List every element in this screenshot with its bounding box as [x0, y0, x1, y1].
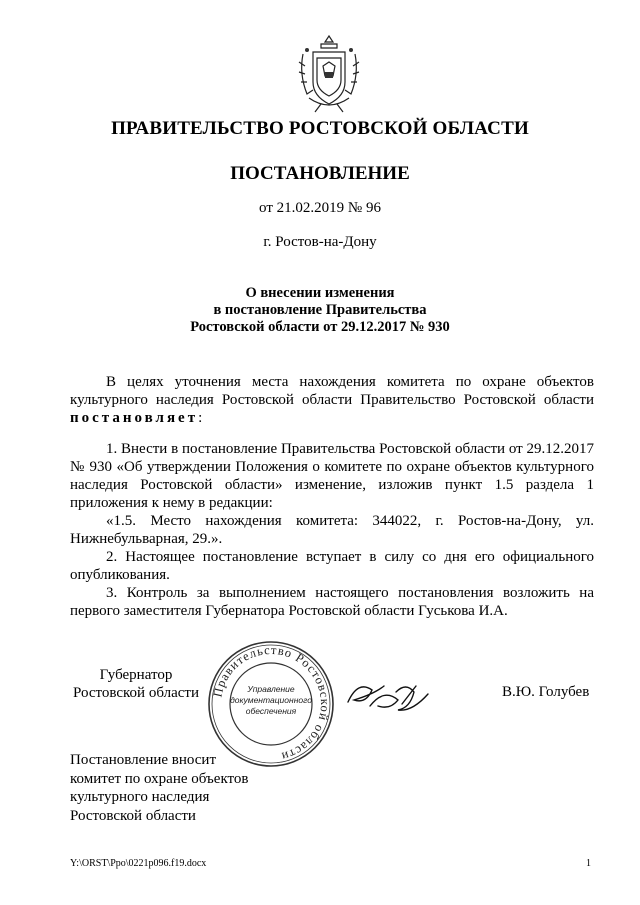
- item-2-text: 2. Настоящее постановление вступает в силу со дня его официального опубликования.: [70, 549, 594, 583]
- item-3-text: 3. Контроль за выполнением настоящего постановления возложить на первого заместителя Губернатора Ростовской области Гуськова И.А.: [70, 585, 594, 619]
- intro-text: В целях уточнения места нахождения комитета по охране объектов культурного наследия Ростовской области Правительство Ростовской области: [70, 374, 594, 408]
- item-1-quote-text: «1.5. Место нахождения комитета: 344022, г. Ростов-на-Дону, ул. Нижнебульварная, 29.».: [70, 513, 594, 547]
- note-line-2: комитет по охране объектов: [70, 770, 249, 787]
- stamp-ring-text: Правительство Ростовской области: [210, 642, 333, 764]
- signer-title: [70, 666, 202, 702]
- handwritten-signature-icon: [340, 672, 460, 722]
- signer-title-line-1: Губернатор: [99, 667, 173, 683]
- signer-title-line-2: Ростовской области: [73, 685, 199, 701]
- note-line-1: Постановление вносит: [70, 752, 217, 768]
- document-city: г. Ростов-на-Дону: [263, 234, 377, 250]
- item-1-quote: [70, 512, 594, 548]
- submitted-by-note: [70, 751, 248, 825]
- note-line-3: культурного наследия: [70, 789, 210, 805]
- item-2-paragraph: [70, 548, 594, 584]
- page-number: 1: [586, 858, 591, 869]
- note-line-4: Ростовской области: [70, 807, 196, 824]
- item-1-text: 1. Внести в постановление Правительства Ростовской области от 29.12.2017 № 930 «Об утверждении Положения о комитете по охране объектов культурного наследия Ростовской области» изменение, изложив пункт 1.5 раздела 1 приложения к нему в редакции:: [70, 441, 594, 511]
- government-title: ПРАВИТЕЛЬСТВО РОСТОВСКОЙ ОБЛАСТИ: [111, 118, 529, 139]
- subject-line-2: в постановление Правительства: [213, 302, 427, 318]
- signer-name: В.Ю. Голубев: [502, 684, 590, 700]
- intro-colon: :: [198, 410, 203, 426]
- item-1-paragraph: [70, 440, 594, 512]
- coat-of-arms-icon: [295, 32, 363, 114]
- subject-line-3: Ростовской области от 29.12.2017 № 930: [190, 319, 450, 335]
- document-date-number: от 21.02.2019 № 96: [259, 200, 381, 216]
- stamp-center-text: Управление документационного обеспечения: [230, 684, 312, 716]
- document-subject: [0, 285, 640, 336]
- subject-line-1: О внесении изменения: [245, 285, 395, 301]
- intro-paragraph: [70, 373, 594, 427]
- footer-file-path: Y:\ORST\Ppo\0221p096.f19.docx: [70, 858, 207, 869]
- item-3-paragraph: [70, 584, 594, 620]
- intro-resolution-word: постановляет: [70, 410, 199, 426]
- document-type: ПОСТАНОВЛЕНИЕ: [230, 163, 410, 184]
